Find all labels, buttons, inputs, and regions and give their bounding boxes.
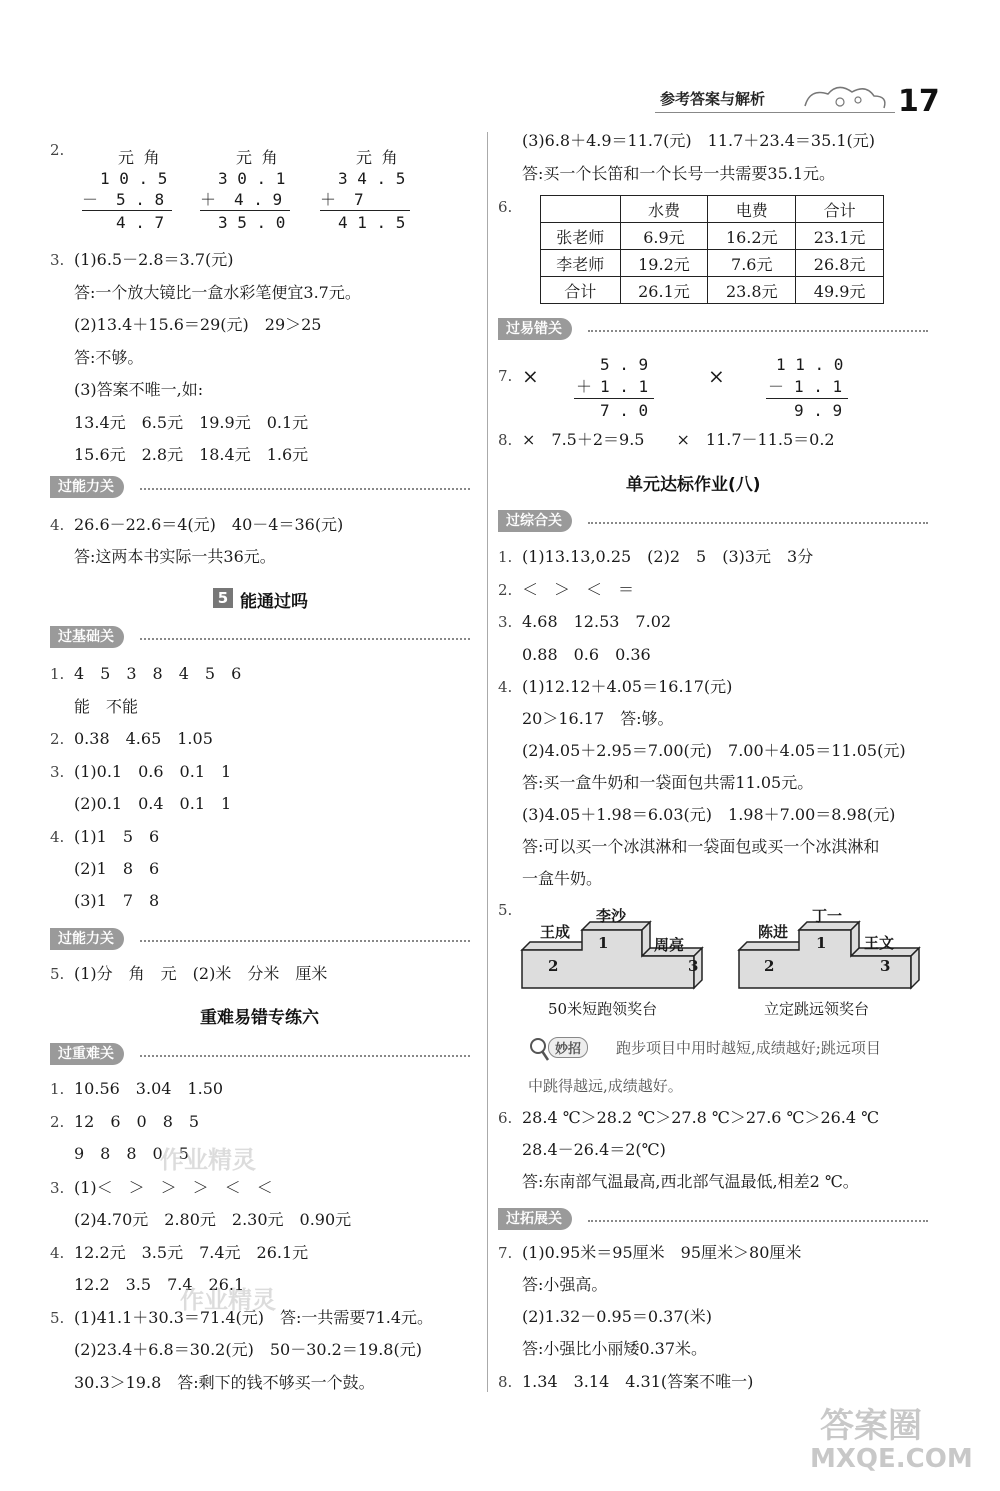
question-number: 5.	[498, 901, 513, 919]
answer-line: 答:这两本书实际一共36元。	[74, 547, 276, 566]
watermark-text: 作业精灵	[180, 1286, 276, 1314]
answer-line: 答:小强比小丽矮0.37米。	[522, 1339, 708, 1358]
dotted-rule	[140, 638, 470, 640]
answer-line: 10.56 3.04 1.50	[74, 1079, 224, 1098]
answer-line: 答:不够。	[74, 348, 144, 367]
answer-line: 20＞16.17 答:够。	[522, 709, 674, 728]
answer-line: (3)1 7 8	[74, 891, 160, 910]
answer-line: (2)0.1 0.4 0.1 1	[74, 794, 232, 813]
question-number: 1.	[498, 548, 513, 566]
question-number: 1.	[50, 1080, 65, 1098]
answer-line: (2)1 8 6	[74, 859, 160, 878]
answer-line: 答:买一盒牛奶和一袋面包共需11.05元。	[522, 773, 814, 792]
answer-line: 28.4－26.4＝2(℃)	[522, 1140, 666, 1159]
dotted-rule	[588, 330, 928, 332]
section-badge: 过易错关	[498, 318, 572, 340]
question-number: 3.	[498, 613, 513, 631]
answer-line: 13.4元 6.5元 19.9元 0.1元	[74, 413, 309, 432]
answer-line: 12 6 0 8 5	[74, 1112, 200, 1131]
answer-line: 答:一个放大镜比一盒水彩笔便宜3.7元。	[74, 283, 361, 302]
answer-line: (2)13.4＋15.6＝29(元) 29＞25	[74, 315, 322, 334]
table-row: 张老师 6.9元 16.2元 23.1元	[541, 223, 884, 250]
answer-line: 4.68 12.53 7.02	[522, 612, 672, 631]
answer-line: 一盒牛奶。	[522, 869, 603, 888]
dotted-rule	[588, 522, 928, 524]
column-divider	[487, 132, 488, 1392]
question-number: 2.	[50, 141, 65, 159]
question-number: 8.	[498, 431, 513, 449]
magnifier-icon	[528, 1036, 550, 1066]
answer-line: 答:可以买一个冰淇淋和一袋面包或买一个冰淇淋和	[522, 837, 880, 856]
question-number: 6.	[498, 198, 513, 216]
answer-line: 1.34 3.14 4.31(答案不唯一)	[522, 1372, 754, 1391]
answer-line: 4 5 3 8 4 5 6	[74, 664, 242, 683]
answer-line: 15.6元 2.8元 18.4元 1.6元	[74, 445, 309, 464]
answer-line: (1)0.95米＝95厘米 95厘米＞80厘米	[522, 1243, 802, 1262]
question-number: 5.	[50, 965, 65, 983]
watermark-site: MXQE.COM	[810, 1444, 973, 1474]
answer-line: 12.2 3.5 7.4 26.1	[74, 1275, 245, 1294]
question-number: 4.	[50, 828, 65, 846]
question-number: 1.	[50, 665, 65, 683]
dotted-rule	[588, 1220, 928, 1222]
answer-line: 26.6－22.6＝4(元) 40－4＝36(元)	[74, 515, 344, 534]
wrong-mark: ×	[708, 364, 725, 388]
header-cloud-icon	[800, 80, 890, 114]
section-title: 重难易错专练六	[200, 1008, 319, 1028]
question-number: 4.	[50, 1244, 65, 1262]
answer-line: (2)4.05＋2.95＝7.00(元) 7.00＋4.05＝11.05(元)	[522, 741, 906, 760]
question-number: 3.	[50, 763, 65, 781]
answer-line: (2)1.32－0.95＝0.37(米)	[522, 1307, 713, 1326]
answer-line: (1)0.1 0.6 0.1 1	[74, 762, 232, 781]
table-row: 合计 26.1元 23.8元 49.9元	[541, 277, 884, 304]
answer-line: 0.38 4.65 1.05	[74, 729, 213, 748]
question-number: 7.	[498, 1244, 513, 1262]
answer-line: 28.4 ℃＞28.2 ℃＞27.8 ℃＞27.6 ℃＞26.4 ℃	[522, 1108, 880, 1127]
section-title: 单元达标作业(八)	[626, 475, 761, 495]
question-number: 7.	[498, 367, 513, 385]
section-badge: 过能力关	[50, 476, 124, 498]
answer-line: (1)13.13,0.25 (2)2 5 (3)3元 3分	[522, 547, 814, 566]
section-badge: 过综合关	[498, 510, 572, 532]
question-number: 3.	[50, 1179, 65, 1197]
answer-line: (2)23.4＋6.8＝30.2(元) 50－30.2＝19.8(元)	[74, 1340, 422, 1359]
section-number-icon: 5	[213, 588, 233, 608]
answer-line: × 7.5＋2＝9.5 × 11.7－11.5＝0.2	[522, 430, 835, 449]
question-number: 2.	[50, 730, 65, 748]
wrong-mark: ×	[522, 364, 539, 388]
watermark-logo: 答案圈	[820, 1406, 922, 1446]
section-badge: 过重难关	[50, 1043, 124, 1065]
table-row: 李老师 19.2元 7.6元 26.8元	[541, 250, 884, 277]
tip-label: 妙招	[548, 1037, 588, 1058]
table-header-row: 水费 电费 合计	[541, 196, 884, 223]
answer-line: (1)1 5 6	[74, 827, 160, 846]
answer-line: 答:东南部气温最高,西北部气温最低,相差2 ℃。	[522, 1172, 859, 1191]
question-number: 4.	[498, 678, 513, 696]
answer-line: 能 不能	[74, 697, 139, 716]
question-number: 3.	[50, 251, 65, 269]
section-badge: 过基础关	[50, 626, 124, 648]
section-badge: 过能力关	[50, 928, 124, 950]
dotted-rule	[140, 488, 470, 490]
section-badge: 过拓展关	[498, 1208, 572, 1230]
tip-text: 跑步项目中用时越短,成绩越好;跳远项目	[616, 1039, 881, 1057]
question-number: 6.	[498, 1109, 513, 1127]
answer-line: (1)41.1＋30.3＝71.4(元) 答:一共需要71.4元。	[74, 1308, 434, 1327]
header-title: 参考答案与解析	[660, 90, 766, 108]
answer-line: (1)12.12＋4.05＝16.17(元)	[522, 677, 733, 696]
page-number: 17	[898, 84, 940, 119]
question-number: 4.	[50, 516, 65, 534]
question-number: 2.	[498, 581, 513, 599]
question-number: 8.	[498, 1373, 513, 1391]
answer-line: 9 8 8 0 5	[74, 1144, 189, 1163]
dotted-rule	[140, 1055, 470, 1057]
tip-text: 中跳得越远,成绩越好。	[528, 1077, 683, 1095]
answer-line: (3)答案不唯一,如:	[74, 380, 204, 399]
answer-line: (2)4.70元 2.80元 2.30元 0.90元	[74, 1210, 352, 1229]
question-number: 5.	[50, 1309, 65, 1327]
answer-line: (3)4.05＋1.98＝6.03(元) 1.98＋7.00＝8.98(元)	[522, 805, 896, 824]
section-title: 能通过吗	[240, 592, 308, 612]
answer-line: (1)6.5－2.8＝3.7(元)	[74, 250, 234, 269]
answer-line: 答:小强高。	[522, 1275, 608, 1294]
answer-line: 0.88 0.6 0.36	[522, 645, 651, 664]
answer-line: ＜ ＞ ＜ ＝	[522, 580, 635, 599]
answer-line: 12.2元 3.5元 7.4元 26.1元	[74, 1243, 309, 1262]
answer-line: (1)＜ ＞ ＞ ＞ ＜ ＜	[74, 1178, 273, 1197]
answer-line: 答:买一个长笛和一个长号一共需要35.1元。	[522, 164, 836, 183]
answer-line: (1)分 角 元 (2)米 分米 厘米	[74, 964, 328, 983]
watermark-text: 作业精灵	[160, 1146, 256, 1174]
header-rule	[655, 112, 895, 113]
answer-line: (3)6.8＋4.9＝11.7(元) 11.7＋23.4＝35.1(元)	[522, 131, 876, 150]
dotted-rule	[140, 940, 470, 942]
data-table	[540, 195, 884, 304]
answer-line: 30.3＞19.8 答:剩下的钱不够买一个鼓。	[74, 1373, 375, 1392]
question-number: 2.	[50, 1113, 65, 1131]
